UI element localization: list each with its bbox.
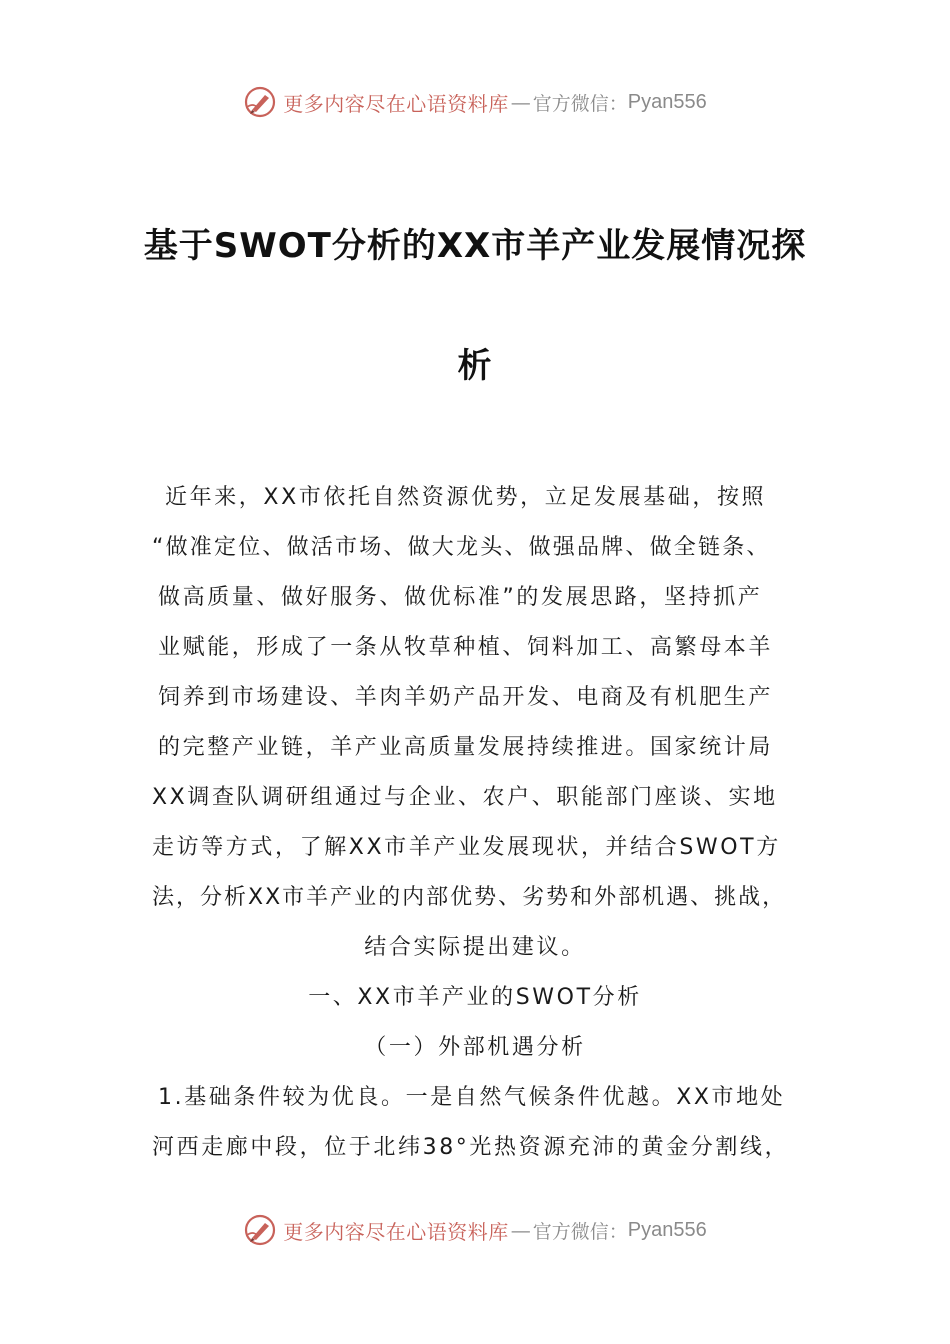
body-line: 河西走廊中段，位于北纬38°光热资源充沛的黄金分割线， [152,1135,790,1160]
intro-line: 法，分析XX市羊产业的内部优势、劣势和外部机遇、挑战， [152,885,787,910]
watermark-contact-label: 官方微信： [532,1220,628,1243]
watermark-dash: — [510,90,531,114]
intro-line: 结合实际提出建议。 [364,935,586,960]
watermark-contact-label: 官方微信： [532,92,628,115]
document-title-line1: 基于SWOT分析的XX市羊产业发展情况探 [143,226,807,266]
subsection-heading: （一）外部机遇分析 [364,1035,586,1060]
watermark-contact-id: Pyan556 [627,90,707,113]
watermark-text: 更多内容尽在心语资料库 [283,91,509,116]
intro-line: 饲养到市场建设、羊肉羊奶产品开发、电商及有机肥生产 [158,685,774,710]
document-title-line2: 析 [457,346,493,386]
watermark-text: 更多内容尽在心语资料库 [283,1219,509,1244]
watermark-contact-id: Pyan556 [627,1218,707,1241]
intro-line: 走访等方式，了解XX市羊产业发展现状，并结合SWOT方 [152,835,781,860]
intro-line: 业赋能，形成了一条从牧草种植、饲料加工、高繁母本羊 [158,635,774,660]
intro-line: 做高质量、做好服务、做优标准”的发展思路，坚持抓产 [158,585,763,610]
pen-logo-icon [243,1213,277,1247]
intro-line: 近年来，XX市依托自然资源优势，立足发展基础，按照 [165,485,767,510]
header-watermark [0,82,950,122]
intro-line: 的完整产业链，羊产业高质量发展持续推进。国家统计局 [158,735,774,760]
watermark-dash: — [510,1218,531,1242]
pen-logo-icon [243,85,277,119]
intro-line: XX调查队调研组通过与企业、农户、职能部门座谈、实地 [152,785,778,810]
section-heading: 一、XX市羊产业的SWOT分析 [308,985,642,1010]
body-line: 1.基础条件较为优良。一是自然气候条件优越。XX市地处 [158,1085,786,1110]
footer-watermark [0,1210,950,1250]
intro-line: “做准定位、做活市场、做大龙头、做强品牌、做全链条、 [152,535,771,560]
